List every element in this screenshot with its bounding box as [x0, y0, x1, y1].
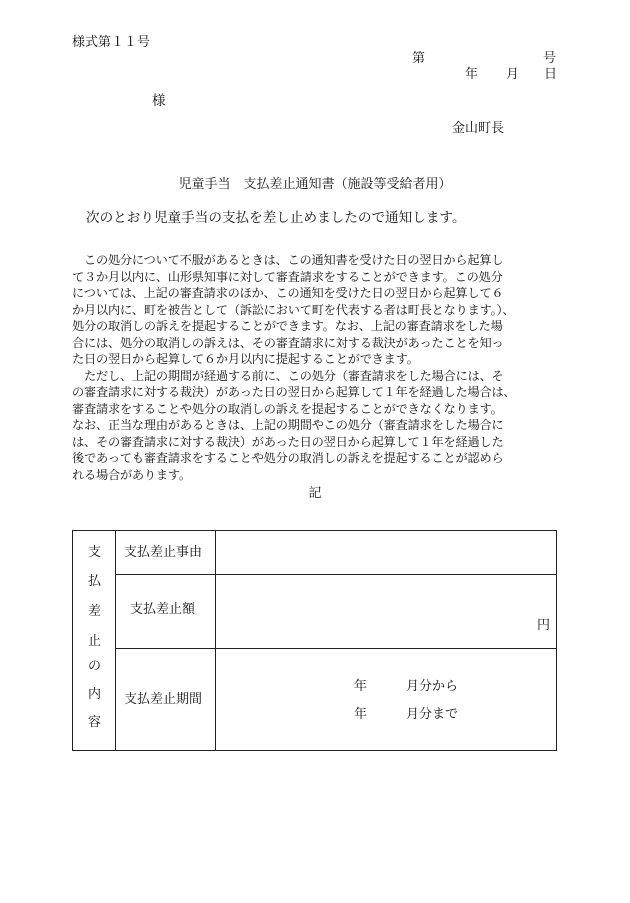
document-number-prefix: 第	[412, 51, 426, 66]
notice-line: ただし、上記の期間が経過する前に、この処分（審査請求をした場合には、そ	[72, 368, 504, 383]
notice-line: 審査請求をすることや処分の取消しの訴えを提起することができなくなります。	[72, 401, 503, 416]
amount-label: 支払差止額	[130, 602, 196, 617]
side-label-char: 止	[87, 634, 101, 649]
notice-line: 後であっても審査請求をすることや処分の取消しの訴えを提起することが認めら	[72, 451, 504, 465]
side-label-char: 払	[87, 574, 101, 589]
side-label-char: の	[87, 659, 101, 674]
notice-line: なお、正当な理由があるときは、上記の期間やこの処分（審査請求をした場合に	[72, 418, 504, 432]
intro-statement: 次のとおり児童手当の支払を差し止めましたので通知します。	[86, 210, 466, 226]
side-label-char: 容	[87, 715, 101, 730]
date-month: 月	[506, 67, 520, 82]
suspension-details-table	[72, 530, 557, 751]
notice-line: た日の翌日から起算して６か月以内に提起することができます。	[72, 352, 419, 366]
document-title: 児童手当 支払差止通知書（施設等受給者用）	[178, 177, 452, 192]
reason-label: 支払差止事由	[124, 545, 203, 560]
side-label-char: 内	[87, 687, 101, 702]
notice-line: この処分について不服があるときは、この通知書を受けた日の翌日から起算し	[72, 253, 504, 267]
notice-line: れる場合があります。	[72, 467, 191, 482]
recipient-honorific: 様	[152, 93, 166, 109]
date-day: 日	[544, 67, 558, 82]
side-label-char: 差	[87, 604, 101, 619]
table-divider	[115, 574, 556, 575]
period-from-month: 月分から	[406, 679, 459, 694]
period-to-year: 年	[354, 707, 368, 722]
side-label-char: 支	[87, 545, 101, 560]
appeal-notice	[72, 252, 562, 483]
notice-line: の審査請求に対する裁決）があった日の翌日から起算して１年を経過した場合は、	[72, 385, 516, 399]
date-year: 年	[465, 67, 479, 82]
period-from-year: 年	[354, 679, 368, 694]
notice-line: か月以内に、町を被告として（訴訟において町を代表する者は町長となります。）、	[72, 302, 515, 317]
form-number: 様式第１１号	[72, 35, 151, 50]
period-label: 支払差止期間	[124, 692, 203, 707]
notice-line: は、その審査請求に対する裁決）があった日の翌日から起算して１年を経過した	[72, 434, 504, 449]
table-divider	[215, 531, 216, 750]
notice-line: 処分の取消しの訴えを提起することができます。なお、上記の審査請求をした場	[72, 319, 503, 333]
notice-line: て３か月以内に、山形県知事に対して審査請求をすることができます。この処分	[72, 269, 503, 284]
document-number-suffix: 号	[543, 51, 557, 66]
amount-unit: 円	[537, 618, 551, 633]
table-divider	[115, 648, 556, 649]
period-to-month: 月分まで	[406, 707, 459, 722]
notice-line: については、上記の審査請求のほか、この通知を受けた日の翌日から起算して６	[72, 286, 504, 300]
ki-heading: 記	[308, 486, 322, 501]
sender-name: 金山町長	[452, 121, 505, 136]
notice-line: 合には、処分の取消しの訴えは、その審査請求に対する裁決があったことを知っ	[72, 335, 504, 350]
